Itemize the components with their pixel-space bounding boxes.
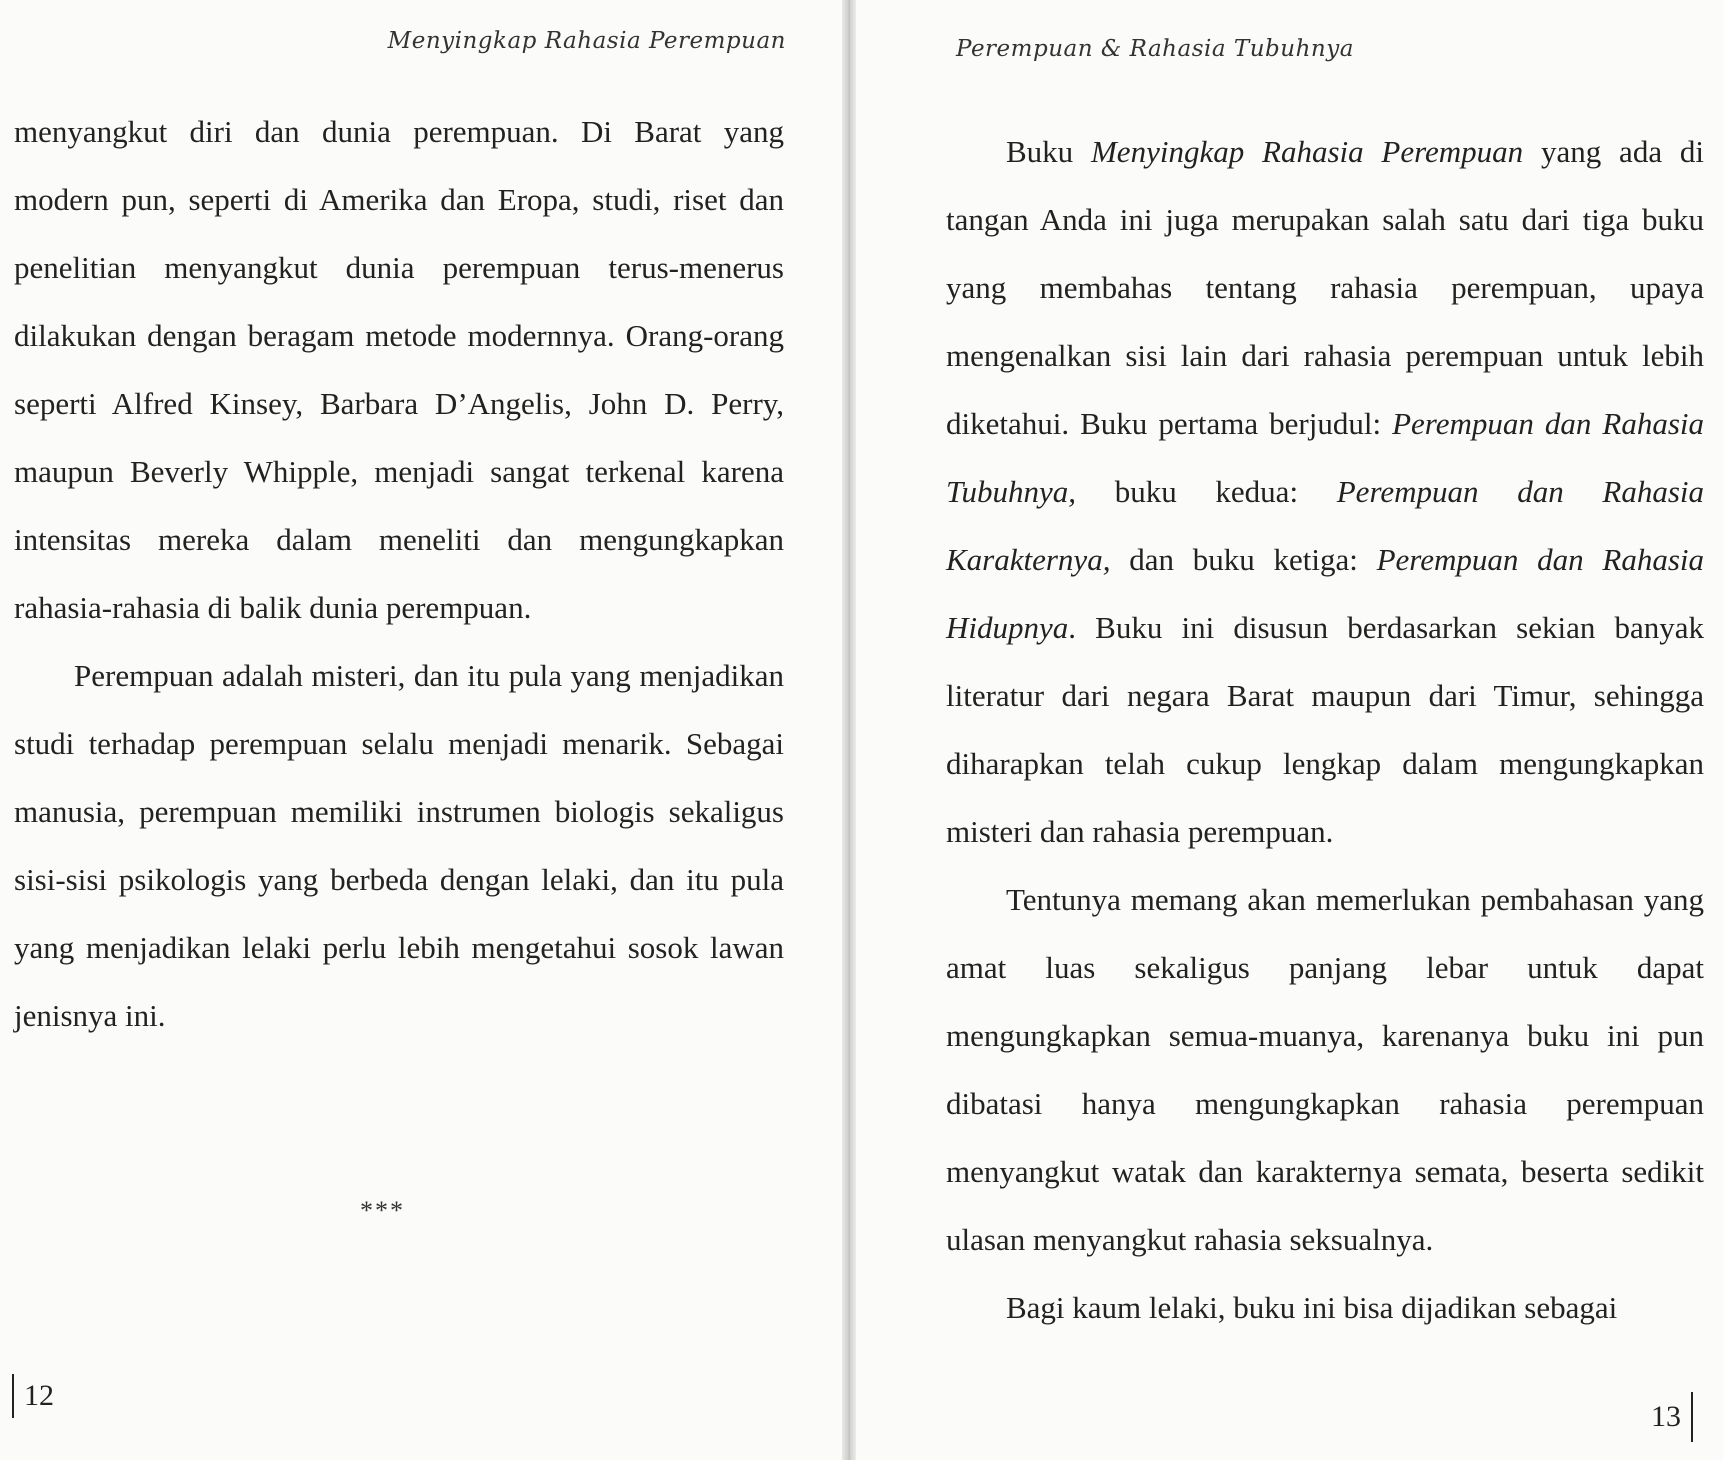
right-paragraph-3: Bagi kaum lelaki, buku ini bisa dijadikan sebagai — [1006, 1290, 1618, 1325]
section-separator: *** — [360, 1196, 405, 1225]
p1-text-g: dan buku ketiga: — [1110, 542, 1377, 577]
book-gutter — [842, 0, 856, 1460]
book-title-main: Menyingkap Rahasia Perempuan — [1090, 134, 1524, 169]
right-page — [856, 0, 1723, 1460]
p1-text-i: . Buku ini disusun berdasarkan sekian banyak literatur dari negara Barat maupun dari Timur, sehingga diharapkan telah cukup lengkap dalam mengungkapkan misteri dan rahasia perempuan. — [946, 610, 1704, 849]
p1-text-a: Buku — [1006, 134, 1091, 169]
left-paragraph-1: menyangkut diri dan dunia perempuan. Di Barat yang modern pun, seperti di Amerika dan Eropa, studi, riset dan penelitian menyangkut dunia perempuan terus-menerus dilakukan dengan beragam metode modernnya. Orang-orang seperti Alfred Kinsey, Barbara D’Angelis, John D. Perry, maupun Beverly Whipple, menjadi sangat terkenal karena intensitas mereka dalam meneliti dan mengungkapkan rahasia-rahasia di balik dunia perempuan. — [14, 114, 784, 625]
p1-text-e: buku kedua: — [1076, 474, 1337, 509]
book-title-first: Perempuan dan Rahasia Tubuhnya, — [946, 406, 1704, 509]
running-head-left: Menyingkap Rahasia Perempuan — [387, 28, 786, 54]
right-paragraph-1 — [946, 118, 1704, 866]
right-body-text — [946, 118, 1704, 1342]
left-body-text — [14, 98, 784, 1050]
page-number-left: 12 — [12, 1374, 54, 1418]
left-paragraph-2: Perempuan adalah misteri, dan itu pula yang menjadikan studi terhadap perempuan selalu menjadi menarik. Sebagai manusia, perempuan memiliki instrumen biologis sekaligus sisi-sisi psikologis yang berbeda dengan lelaki, dan itu pula yang menjadikan lelaki perlu lebih mengetahui sosok lawan jenisnya ini. — [14, 658, 784, 1033]
page-number-right: 13 — [1651, 1392, 1693, 1442]
running-head-right: Perempuan & Rahasia Tubuhnya — [956, 36, 1354, 62]
left-page — [0, 0, 842, 1460]
book-title-second: Perempuan dan Rahasia Karakternya, — [946, 474, 1704, 577]
p1-text-c: yang ada di tangan Anda ini juga merupakan salah satu dari tiga buku yang membahas tentang rahasia perempuan, upaya mengenalkan sisi lain dari rahasia perempuan untuk lebih diketahui. Buku pertama berjudul: — [946, 134, 1704, 441]
right-paragraph-2: Tentunya memang akan memerlukan pembahasan yang amat luas sekaligus panjang lebar untuk dapat mengungkapkan semua-muanya, karenanya buku ini pun dibatasi hanya mengungkapkan rahasia perempuan menyangkut watak dan karakternya semata, beserta sedikit ulasan menyangkut rahasia seksualnya. — [946, 882, 1704, 1257]
book-title-third: Perempuan dan Rahasia Hidupnya — [946, 542, 1704, 645]
